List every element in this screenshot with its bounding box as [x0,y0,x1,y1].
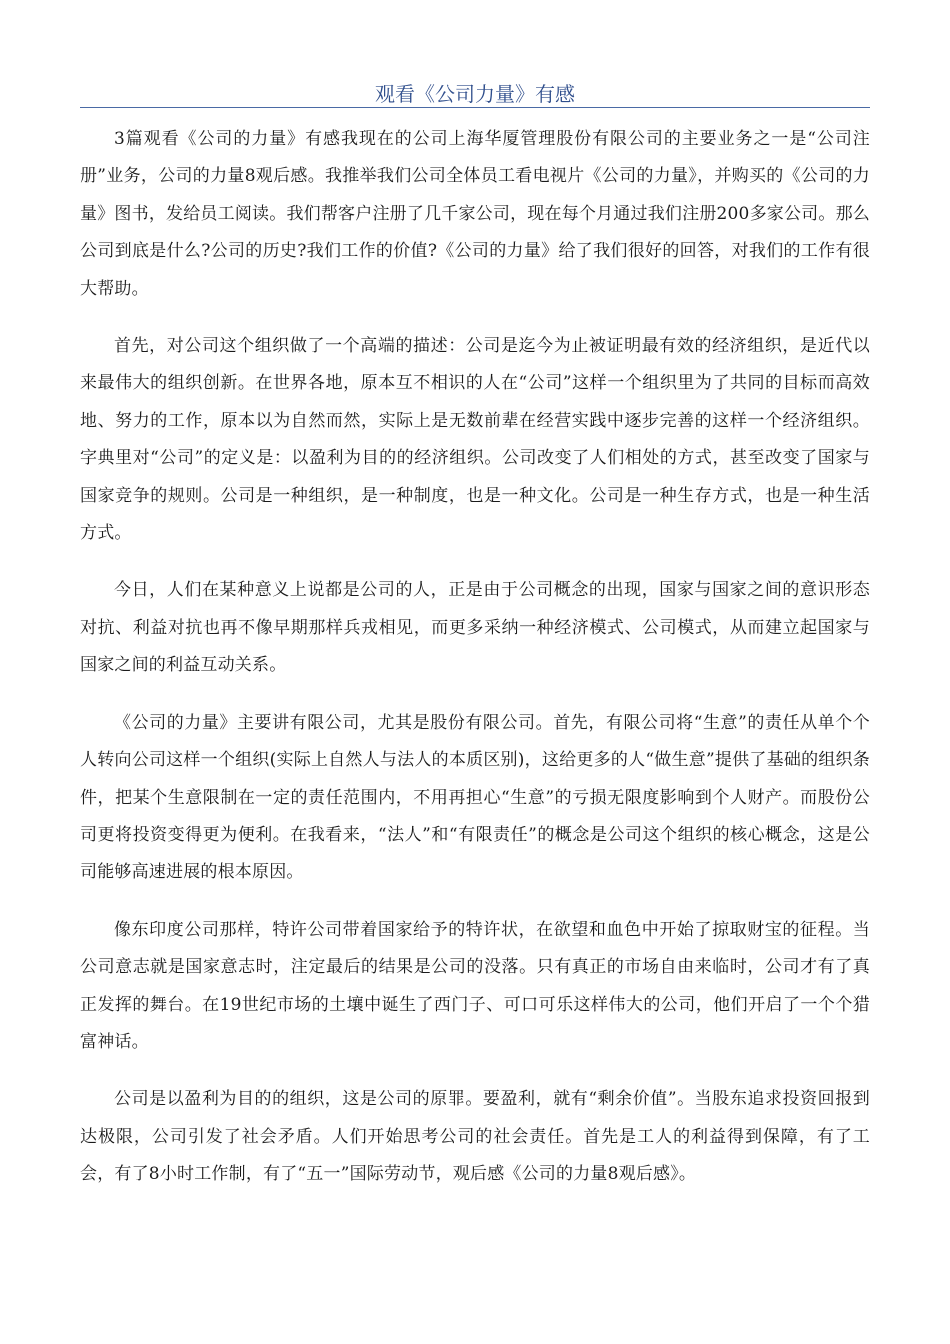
paragraph-3: 今日，人们在某种意义上说都是公司的人，正是由于公司概念的出现，国家与国家之间的意识形态对抗、利益对抗也再不像早期那样兵戎相见，而更多采纳一种经济模式、公司模式，从而建立起国家与国家之间的利益互动关系。 [80,580,870,676]
document-title: 观看《公司力量》有感 [375,82,575,106]
paragraph-1: 3篇观看《公司的力量》有感我现在的公司上海华厦管理股份有限公司的主要业务之一是“公司注册”业务，公司的力量8观后感。我推举我们公司全体员工看电视片《公司的力量》，并购买的《公司的力量》图书，发给员工阅读。我们帮客户注册了几千家公司，现在每个月通过我们注册200多家公司。那么公司到底是什么?公司的历史?我们工作的价值?《公司的力量》给了我们很好的回答，对我们的工作有很大帮助。 [80,129,870,299]
title-underline [80,107,870,108]
paragraph-4: 《公司的力量》主要讲有限公司，尤其是股份有限公司。首先，有限公司将“生意”的责任从单个个人转向公司这样一个组织(实际上自然人与法人的本质区别)，这给更多的人“做生意”提供了基础的组织条件，把某个生意限制在一定的责任范围内，不用再担心“生意”的亏损无限度影响到个人财产。而股份公司更将投资变得更为便利。在我看来，“法人”和“有限责任”的概念是公司这个组织的核心概念，这是公司能够高速进展的根本原因。 [80,712,870,883]
document-body [80,121,870,1214]
paragraph-5: 像东印度公司那样，特许公司带着国家给予的特许状，在欲望和血色中开始了掠取财宝的征程。当公司意志就是国家意志时，注定最后的结果是公司的没落。只有真正的市场自由来临时，公司才有了真正发挥的舞台。在19世纪市场的土壤中诞生了西门子、可口可乐这样伟大的公司，他们开启了一个个猎富神话。 [80,919,870,1052]
paragraph-2: 首先，对公司这个组织做了一个高端的描述：公司是迄今为止被证明最有效的经济组织，是近代以来最伟大的组织创新。在世界各地，原本互不相识的人在“公司”这样一个组织里为了共同的目标而高效地、努力的工作，原本以为自然而然，实际上是无数前辈在经营实践中逐步完善的这样一个经济组织。字典里对“公司”的定义是：以盈利为目的的经济组织。公司改变了人们相处的方式，甚至改变了国家与国家竞争的规则。公司是一种组织，是一种制度，也是一种文化。公司是一种生存方式，也是一种生活方式。 [80,336,870,544]
paragraph-6: 公司是以盈利为目的的组织，这是公司的原罪。要盈利，就有“剩余价值”。当股东追求投资回报到达极限，公司引发了社会矛盾。人们开始思考公司的社会责任。首先是工人的利益得到保障，有了工会，有了8小时工作制，有了“五一”国际劳动节，观后感《公司的力量8观后感》。 [80,1089,870,1185]
